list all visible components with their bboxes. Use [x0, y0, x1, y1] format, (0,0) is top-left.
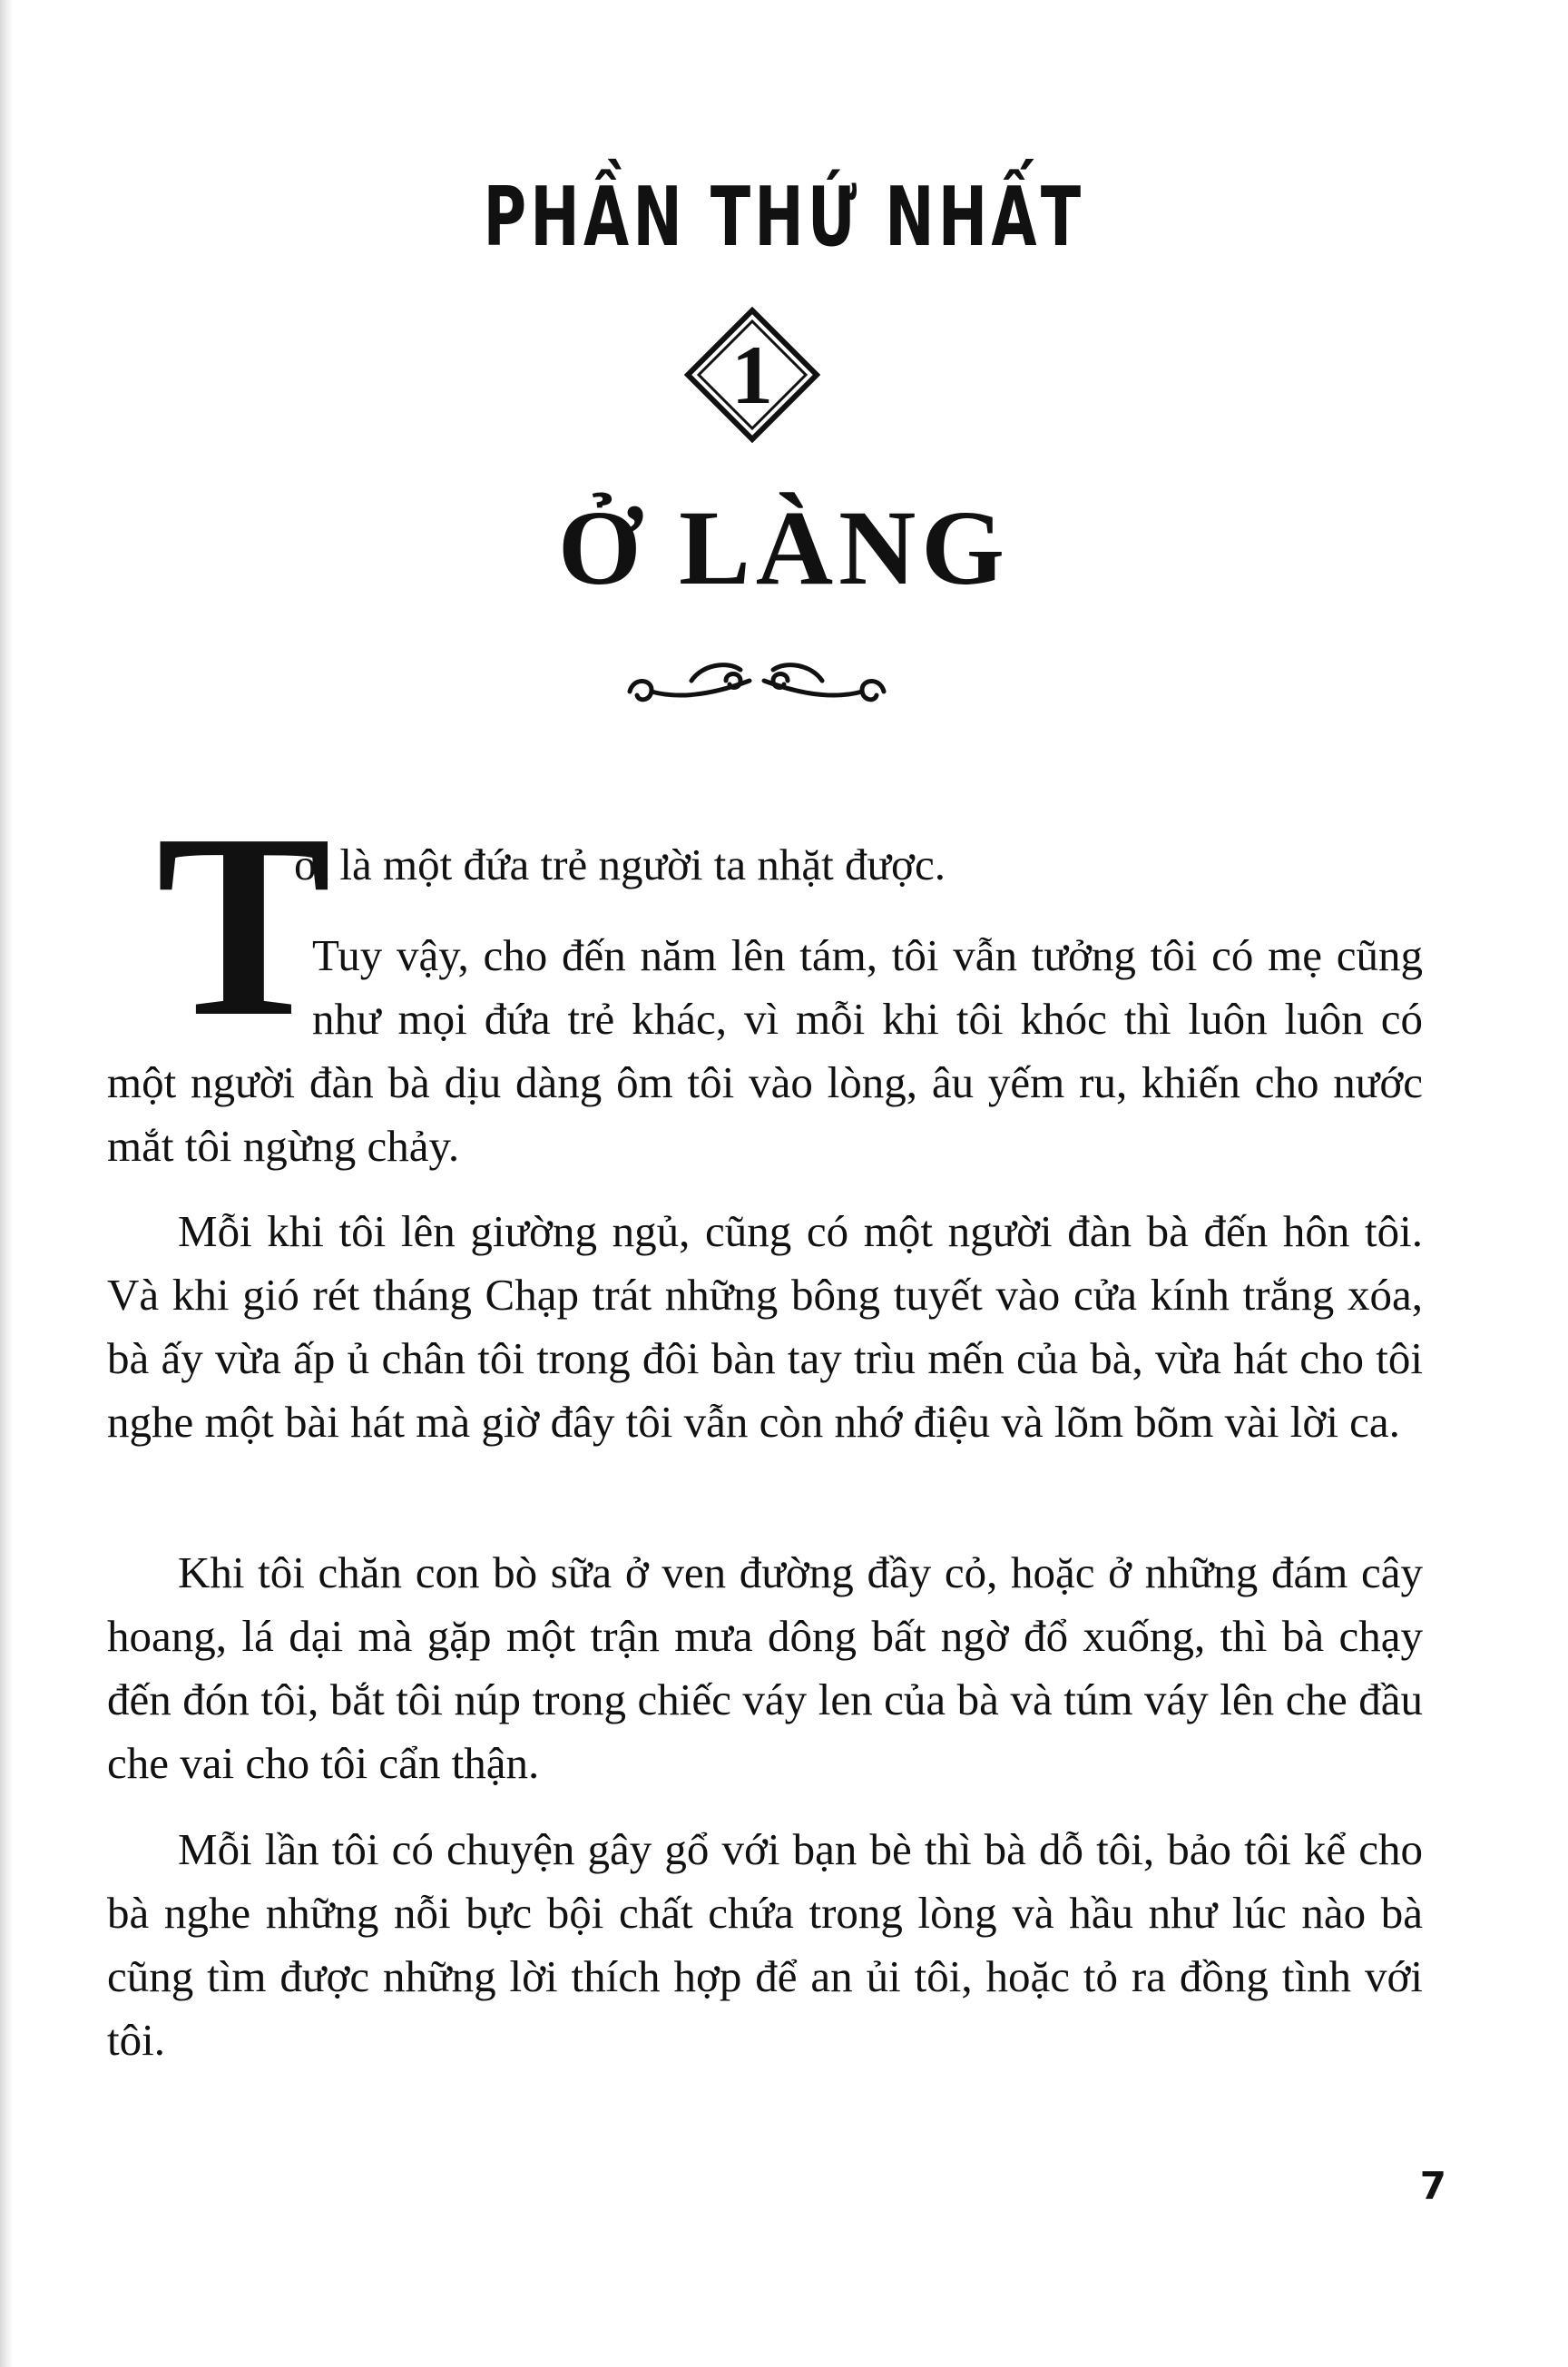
paragraph-1-text: Tuy vậy, cho đến năm lên tám, tôi vẫn tưởng tôi có mẹ cũng như mọi đứa trẻ khác, vì mỗi khi tôi khóc thì luôn luôn có một người đàn bà dịu dàng ôm tôi vào lòng, âu yếm ru, khiến cho nước mắt tôi ngừng chảy. — [107, 930, 1423, 1171]
paragraph-2: Mỗi khi tôi lên giường ngủ, cũng có một người đàn bà đến hôn tôi. Và khi gió rét tháng Chạp trát những bông tuyết vào cửa kính trắng xóa, bà ấy vừa ấp ủ chân tôi trong đôi bàn tay trìu mến của bà, vừa hát cho tôi nghe một bài hát mà giờ đây tôi vẫn còn nhớ điệu và lõm bõm vài lời ca. — [107, 1206, 1423, 1447]
drop-cap-letter: T — [156, 780, 332, 1071]
paragraph-3: Khi tôi chăn con bò sữa ở ven đường đầy cỏ, hoặc ở những đám cây hoang, lá dại mà gặp một trận mưa dông bất ngờ đổ xuống, thì bà chạy đến đón tôi, bắt tôi núp trong chiếc váy len của bà và túm váy lên che đầu che vai cho tôi cẩn thận. — [107, 1547, 1423, 1788]
flourish-ornament-icon — [621, 637, 893, 719]
chapter-title: Ở LÀNG — [557, 488, 1011, 607]
page-edge-shadow — [0, 0, 13, 2367]
page-number: 7 — [1419, 2164, 1446, 2208]
chapter-number: 1 — [731, 329, 773, 421]
part-title: PHẦN THỨ NHẤT — [483, 170, 1085, 265]
opening-line: ôi là một đứa trẻ người ta nhặt được. — [294, 840, 946, 889]
chapter-number-badge — [684, 307, 820, 443]
paragraph-4: Mỗi lần tôi có chuyện gây gổ với bạn bè thì bà dỗ tôi, bảo tôi kể cho bà nghe những nỗi bực bội chất chứa trong lòng và hầu như lúc nào bà cũng tìm được những lời thích hợp để an ủi tôi, hoặc tỏ ra đồng tình với tôi. — [107, 1824, 1423, 2065]
paragraph-1 — [107, 924, 1423, 1178]
